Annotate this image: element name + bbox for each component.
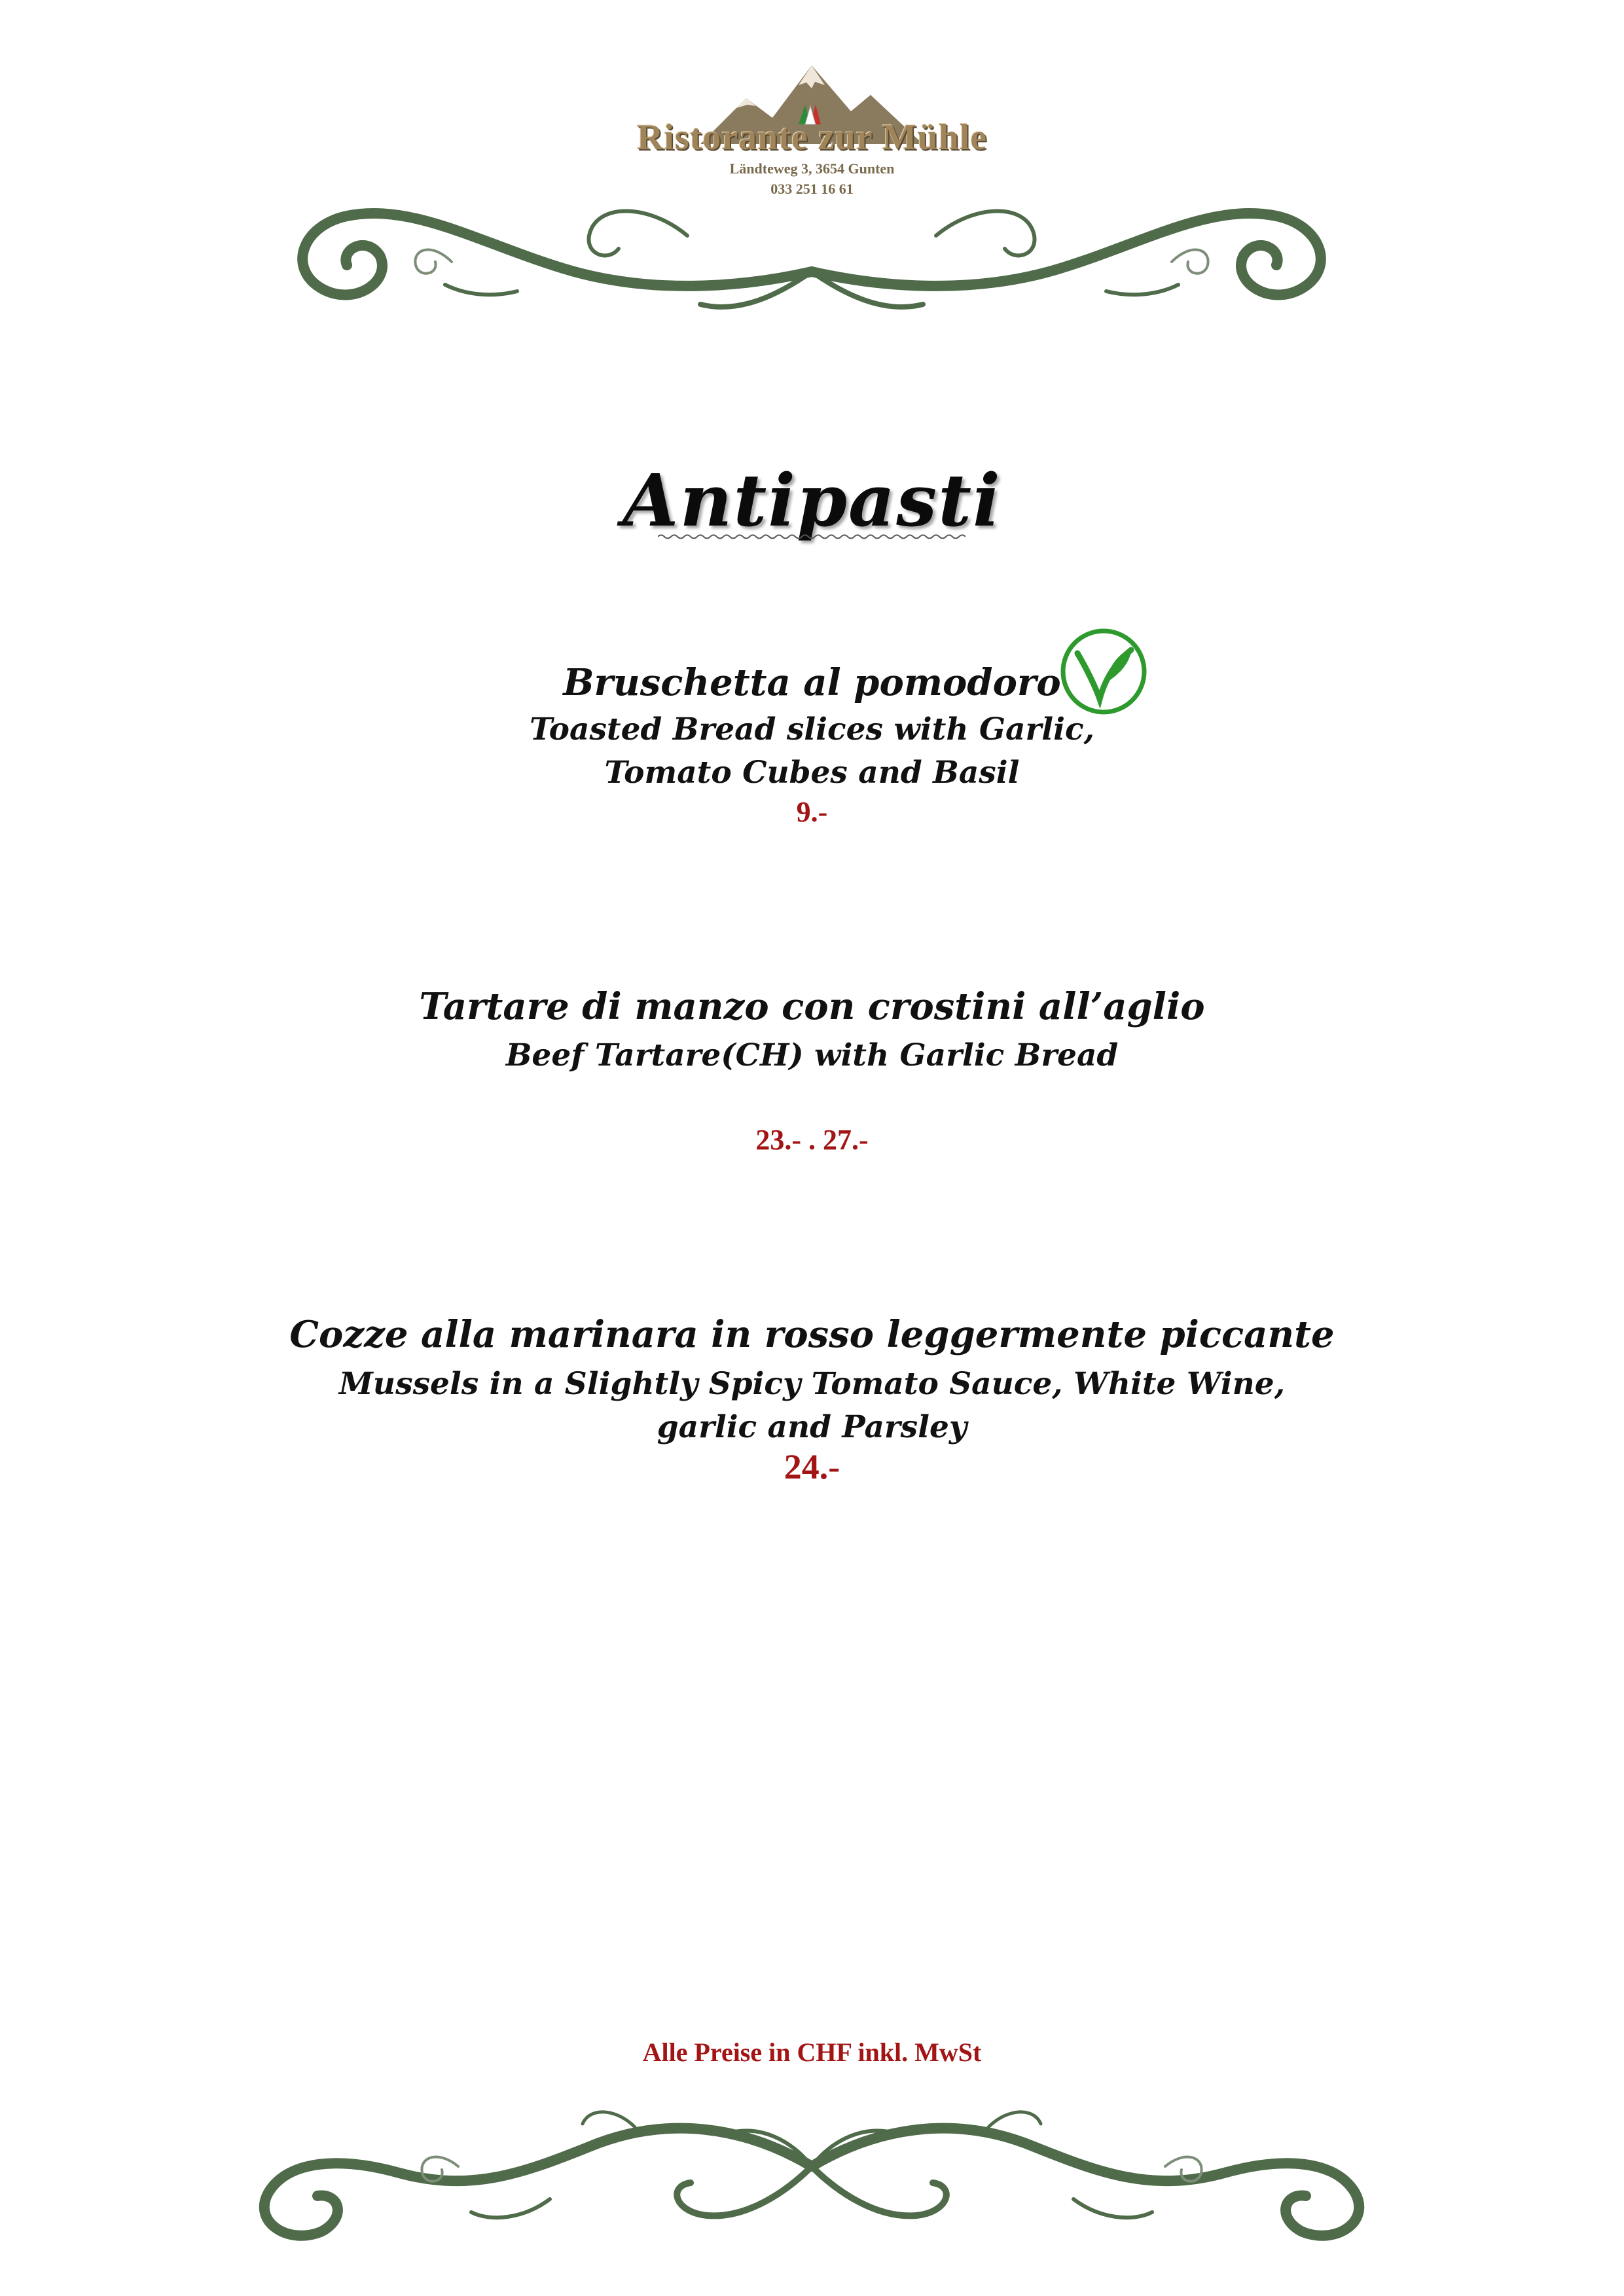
- vegan-v-icon: [1059, 627, 1148, 716]
- footer-ornament-icon: [249, 2088, 1375, 2258]
- menu-item-name: Bruschetta al pomodoro: [563, 661, 1061, 704]
- menu-item-price: 24.-: [784, 1447, 840, 1486]
- restaurant-address: Ländteweg 3, 3654 Gunten: [729, 160, 895, 177]
- menu-item-price: 9.-: [796, 796, 828, 828]
- description-line: Beef Tartare(CH) with Garlic Bread: [505, 1037, 1119, 1073]
- description-line: Toasted Bread slices with Garlic,: [530, 711, 1094, 747]
- restaurant-name: Ristorante zur Mühle: [636, 117, 988, 158]
- menu-item-description: [0, 708, 1624, 795]
- price-footnote: Alle Preise in CHF inkl. MwSt: [642, 2037, 982, 2067]
- description-line: garlic and Parsley: [657, 1409, 967, 1445]
- section-title: Antipasti: [623, 458, 1001, 543]
- title-underline: [658, 533, 965, 540]
- header-ornament-icon: [281, 164, 1342, 327]
- menu-item-description: [0, 1363, 1624, 1449]
- menu-item-name: Cozze alla marinara in rosso leggermente piccante: [289, 1313, 1335, 1356]
- restaurant-phone: 033 251 16 61: [770, 181, 854, 197]
- menu-item-description: [0, 1034, 1624, 1077]
- description-line: Mussels in a Slightly Spicy Tomato Sauce, White Wine,: [338, 1366, 1286, 1402]
- menu-item-name: Tartare di manzo con crostini all’aglio: [419, 985, 1205, 1028]
- menu-item-price: 23.- . 27.-: [755, 1124, 869, 1156]
- description-line: Tomato Cubes and Basil: [604, 755, 1020, 791]
